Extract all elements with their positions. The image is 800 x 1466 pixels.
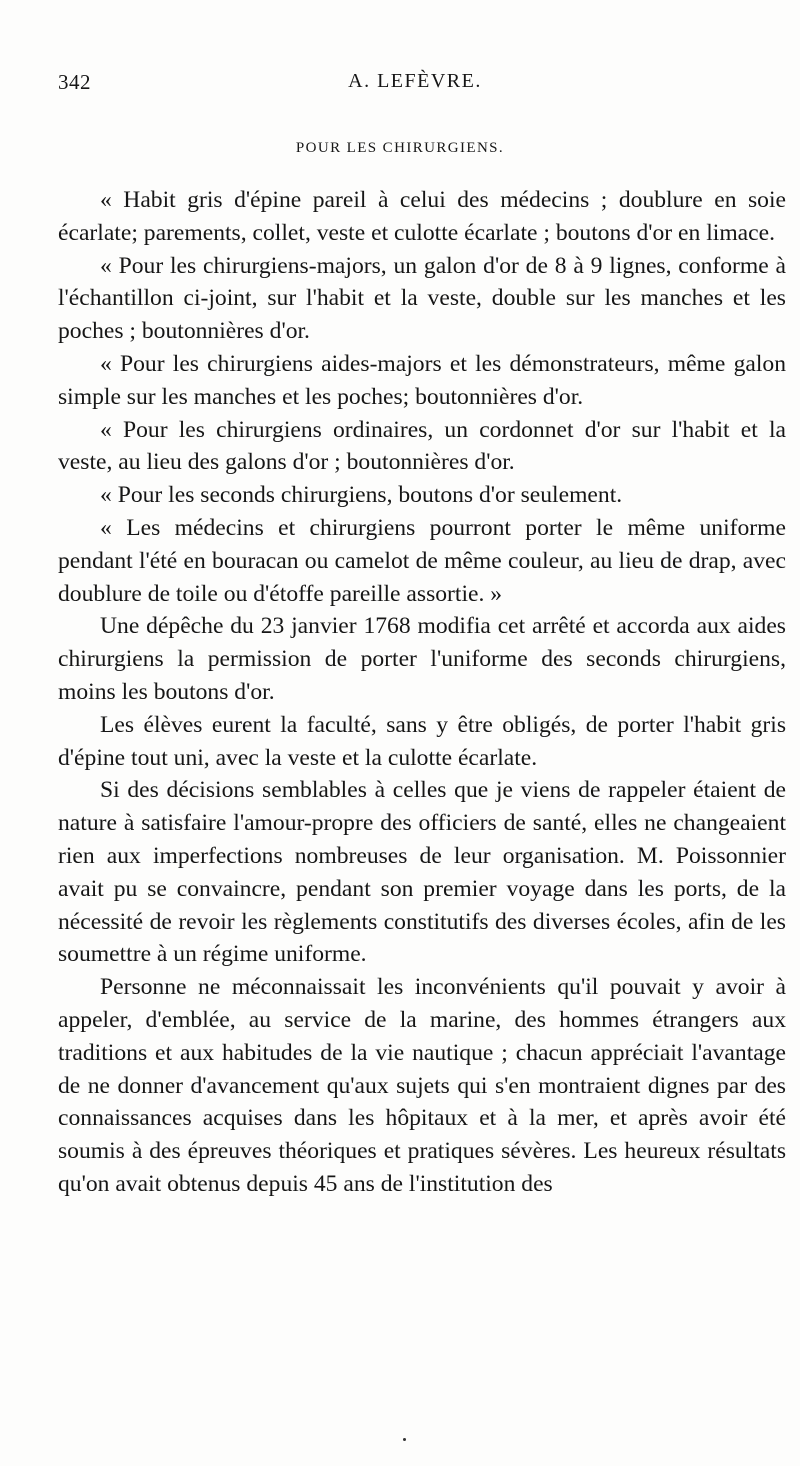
paragraph: « Pour les chirurgiens-majors, un galon d'or de 8 à 9 lignes, conforme à l'échantillon ci-joint, sur l'habit et la veste, double sur les manches et les poches ; boutonnières d'or. xyxy=(58,252,786,345)
running-head: A. LEFÈVRE. xyxy=(348,70,482,92)
page-mark xyxy=(403,1438,406,1441)
paragraph: Personne ne méconnaissait les inconvénients qu'il pouvait y avoir à appeler, d'emblée, au service de la marine, des hommes étrangers aux traditions et aux habitudes de la vie nautique ; chacun appréciait l'avantage de ne donner d'avancement qu'aux sujets qui s'en montraient dignes par des connaissances acquises dans les hôpitaux et à la mer, et après avoir été soumis à des épreuves théoriques et pratiques sévères. Les heureux résultats qu'on avait obtenus depuis 45 ans de l'institution des xyxy=(58,974,786,1197)
paragraph: Une dépêche du 23 janvier 1768 modifia cet arrêté et accorda aux aides chirurgiens la permission de porter l'uniforme des seconds chirurgiens, moins les boutons d'or. xyxy=(58,613,786,705)
section-heading: POUR LES CHIRURGIENS. xyxy=(295,140,505,156)
page-header xyxy=(58,70,772,104)
paragraph: « Les médecins et chirurgiens pourront porter le même uniforme pendant l'été en bouracan ou camelot de même couleur, au lieu de drap, avec doublure de toile ou d'étoffe pareille assortie. » xyxy=(58,514,786,607)
paragraph: « Pour les chirurgiens aides-majors et les démonstrateurs, même galon simple sur les manches et les poches; boutonnières d'or. xyxy=(58,350,786,410)
body-text xyxy=(58,184,786,1201)
paragraph: « Pour les seconds chirurgiens, boutons d'or seulement. xyxy=(100,482,623,509)
paragraph: Les élèves eurent la faculté, sans y être obligés, de porter l'habit gris d'épine tout uni, avec la veste et la culotte écarlate. xyxy=(58,711,786,771)
page-number: 342 xyxy=(58,70,91,94)
paragraph: Si des décisions semblables à celles que je viens de rappeler étaient de nature à satisfaire l'amour-propre des officiers de santé, elles ne changeaient rien aux imperfections nombreuses de leur organisation. M. Poissonnier avait pu se convaincre, pendant son premier voyage dans les ports, de la nécessité de revoir les règlements constitutifs des diverses écoles, afin de les soumettre à un régime uniforme. xyxy=(58,777,786,968)
paragraph: « Pour les chirurgiens ordinaires, un cordonnet d'or sur l'habit et la veste, au lieu des galons d'or ; boutonnières d'or. xyxy=(58,416,786,476)
paragraph: « Habit gris d'épine pareil à celui des médecins ; doublure en soie écarlate; parements, collet, veste et culotte écarlate ; boutons d'or en limace. xyxy=(58,187,786,246)
